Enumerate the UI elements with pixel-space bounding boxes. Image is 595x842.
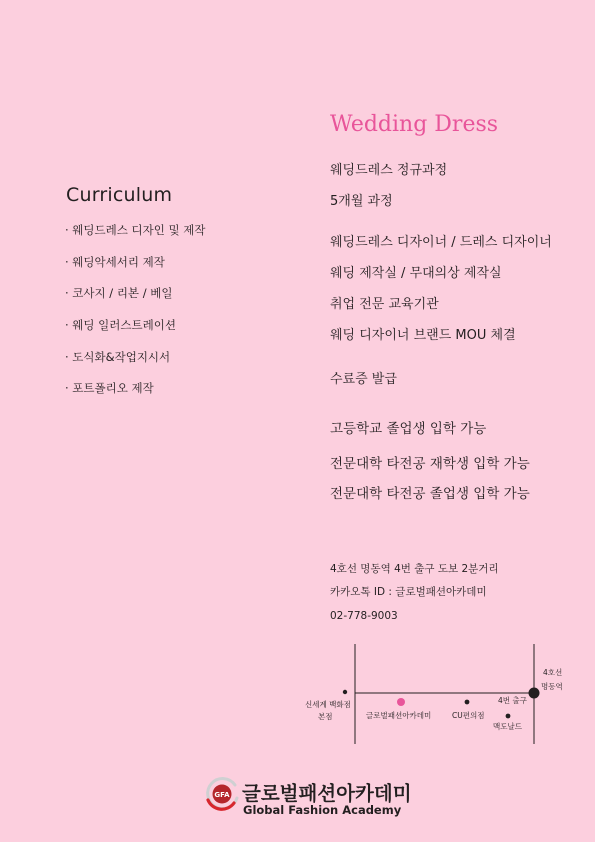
curriculum-item: · 웨딩드레스 디자인 및 제작 [65, 223, 206, 237]
curriculum-list [65, 222, 205, 412]
curriculum-item: · 웨딩 일러스트레이션 [65, 318, 176, 333]
map-label-exit: 4번 출구 [498, 696, 527, 705]
map-label-academy: 글로벌패션아카데미 [366, 711, 432, 720]
course-line: 웨딩드레스 디자이너 / 드레스 디자이너 [330, 235, 552, 250]
curriculum-item: · 코사지 / 리본 / 베일 [65, 286, 173, 301]
course-line: 5개월 과정 [330, 194, 393, 209]
map-label-station-line: 4호선 [543, 668, 563, 677]
map-marker-station [529, 688, 540, 699]
logo-mark-text: GFA [214, 790, 230, 799]
contact-kakao: 카카오톡 ID : 글로벌패션아카데미 [330, 586, 487, 598]
curriculum-title: Curriculum [66, 184, 173, 206]
map-marker-shinsegae [343, 690, 347, 694]
logo-name-english: Global Fashion Academy [243, 803, 402, 817]
contact-directions: 4호선 명동역 4번 출구 도보 2분거리 [330, 563, 499, 575]
course-line: 웨딩 디자이너 브랜드 MOU 체결 [330, 328, 516, 343]
map-label-shinsegae-sub: 본점 [318, 712, 333, 721]
logo-name-korean: 글로벌패션아카데미 [242, 782, 412, 805]
map-marker-mcdonalds [506, 714, 511, 719]
course-line: 웨딩 제작실 / 무대의상 제작실 [330, 266, 502, 281]
map-label-station-name: 명동역 [541, 682, 563, 691]
map-label-mcdonalds: 맥도날드 [493, 722, 522, 731]
curriculum-item: · 도식화&작업지시서 [65, 349, 171, 364]
map-label-shinsegae: 신세계 백화점 [305, 700, 351, 709]
course-line: 수료증 발급 [330, 372, 397, 387]
course-line: 전문대학 타전공 재학생 입학 가능 [330, 456, 530, 472]
course-line: 취업 전문 교육기관 [330, 297, 439, 312]
curriculum-item: · 웨딩악세서리 제작 [65, 254, 165, 269]
location-map [300, 640, 590, 748]
gfa-logo-icon [204, 776, 240, 812]
course-line: 전문대학 타전공 졸업생 입학 가능 [330, 486, 530, 502]
course-line: 고등학교 졸업생 입학 가능 [330, 421, 487, 437]
course-line: 웨딩드레스 정규과정 [330, 163, 448, 178]
map-marker-cu [465, 700, 470, 705]
curriculum-item: · 포트폴리오 제작 [65, 381, 154, 396]
contact-phone: 02-778-9003 [330, 610, 398, 622]
map-label-cu: CU편의점 [452, 711, 485, 720]
map-marker-academy [397, 698, 405, 706]
course-title: Wedding Dress [330, 112, 499, 137]
